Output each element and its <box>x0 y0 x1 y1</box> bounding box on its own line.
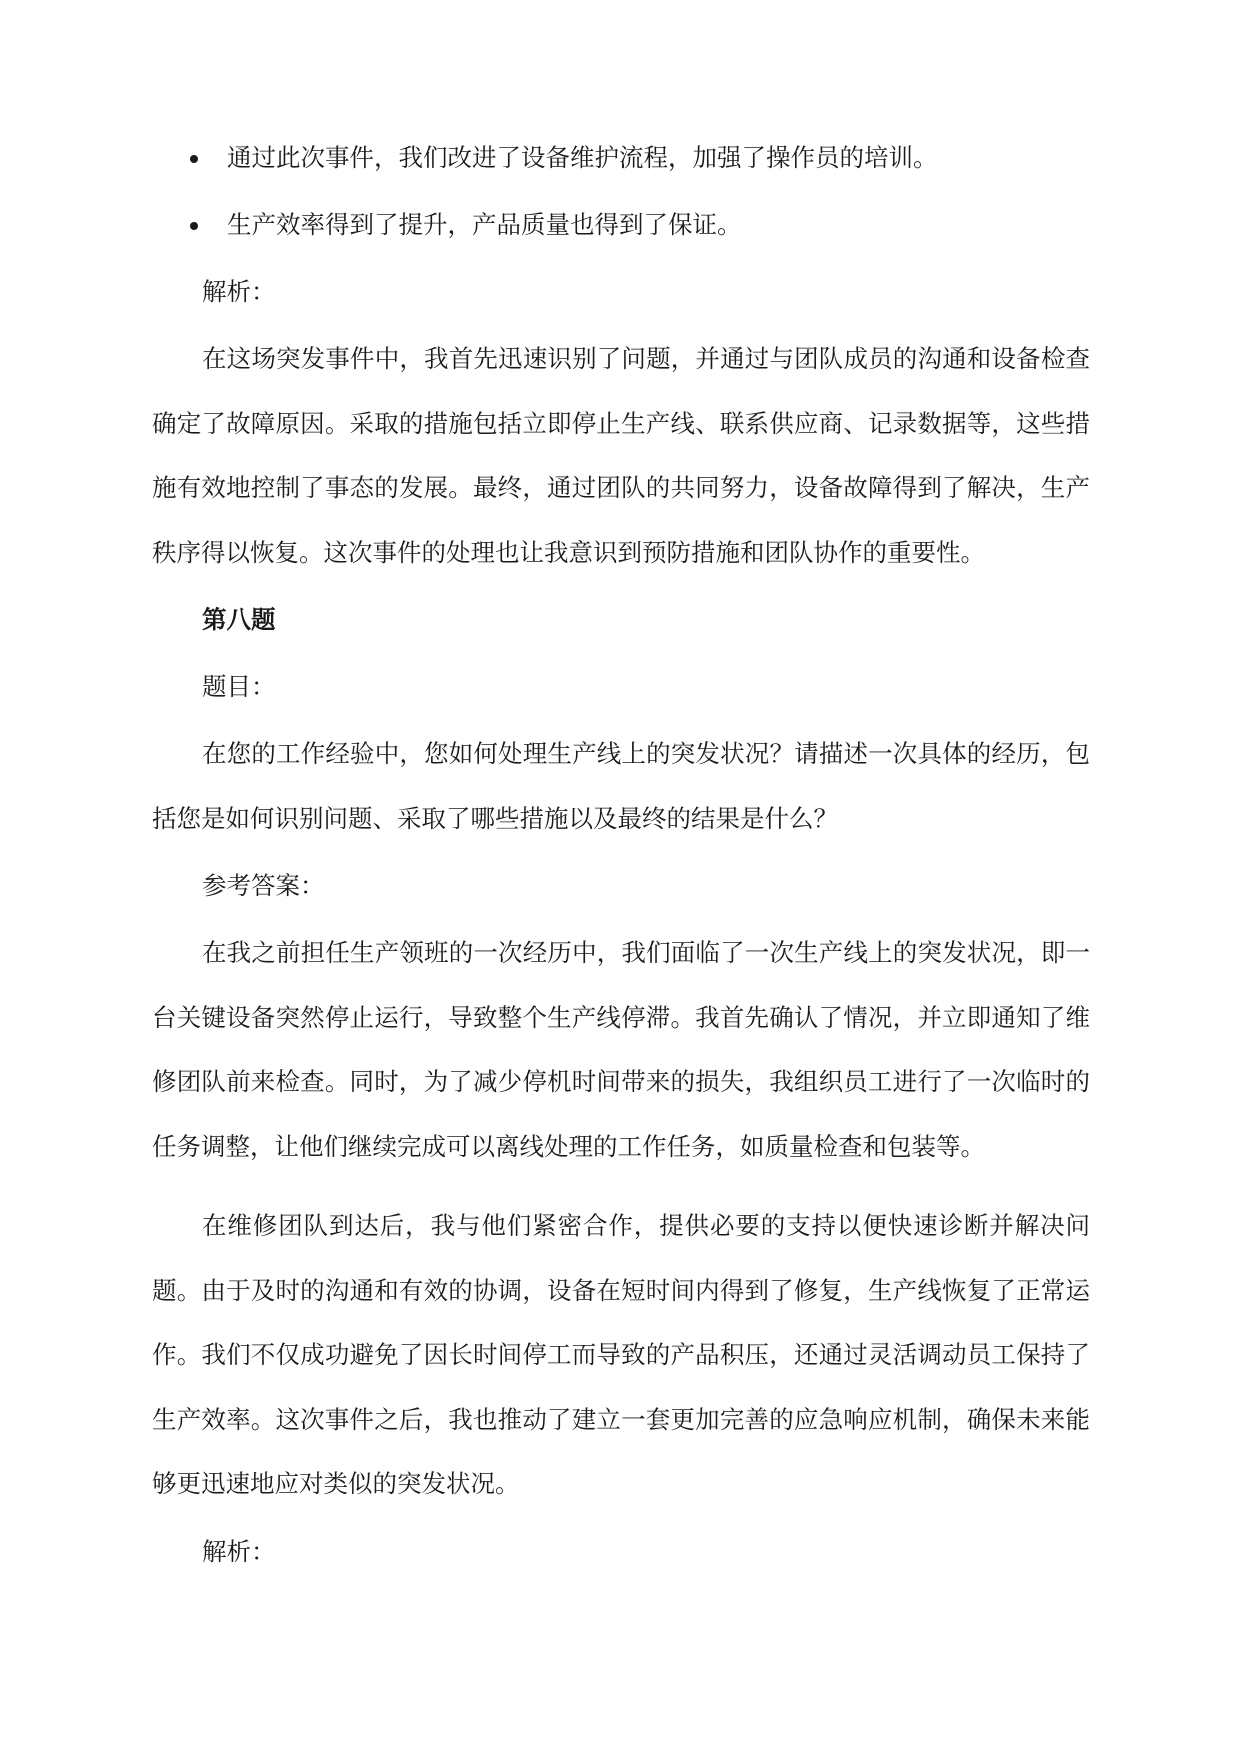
bullet-list <box>152 138 1090 272</box>
answer-paragraph: 在我之前担任生产领班的一次经历中，我们面临了一次生产线上的突发状况，即一台关键设备突然停止运行，导致整个生产线停滞。我首先确认了情况，并立即通知了维修团队前来检查。同时，为了减少停机时间带来的损失，我组织员工进行了一次临时的任务调整，让他们继续完成可以离线处理的工作任务，如质量检查和包装等。 <box>152 938 1090 1161</box>
question-label: 题目： <box>202 672 276 701</box>
bullet-dot-icon <box>190 155 198 163</box>
bullet-text: 生产效率得到了提升，产品质量也得到了保证。 <box>227 210 742 239</box>
answer-label: 参考答案： <box>202 871 325 900</box>
bullet-dot-icon <box>190 222 198 230</box>
analysis-label: 解析： <box>202 1536 276 1566</box>
document-body <box>152 138 1090 1599</box>
list-item <box>152 205 1090 272</box>
analysis-label: 解析： <box>202 277 276 306</box>
list-item <box>152 138 1090 205</box>
analysis-paragraph: 在这场突发事件中，我首先迅速识别了问题，并通过与团队成员的沟通和设备检查确定了故障原因。采取的措施包括立即停止生产线、联系供应商、记录数据等，这些措施有效地控制了事态的发展。最终，通过团队的共同努力，设备故障得到了解决，生产秩序得以恢复。这次事件的处理也让我意识到预防措施和团队协作的重要性。 <box>152 344 1090 567</box>
question-heading: 第八题 <box>202 605 276 634</box>
answer-paragraph: 在维修团队到达后，我与他们紧密合作，提供必要的支持以便快速诊断并解决问题。由于及时的沟通和有效的协调，设备在短时间内得到了修复，生产线恢复了正常运作。我们不仅成功避免了因长时间停工而导致的产品积压，还通过灵活调动员工保持了生产效率。这次事件之后，我也推动了建立一套更加完善的应急响应机制，确保未来能够更迅速地应对类似的突发状况。 <box>152 1211 1090 1498</box>
question-paragraph: 在您的工作经验中，您如何处理生产线上的突发状况？请描述一次具体的经历，包括您是如何识别问题、采取了哪些措施以及最终的结果是什么？ <box>152 739 1090 833</box>
bullet-text: 通过此次事件，我们改进了设备维护流程，加强了操作员的培训。 <box>227 143 938 172</box>
